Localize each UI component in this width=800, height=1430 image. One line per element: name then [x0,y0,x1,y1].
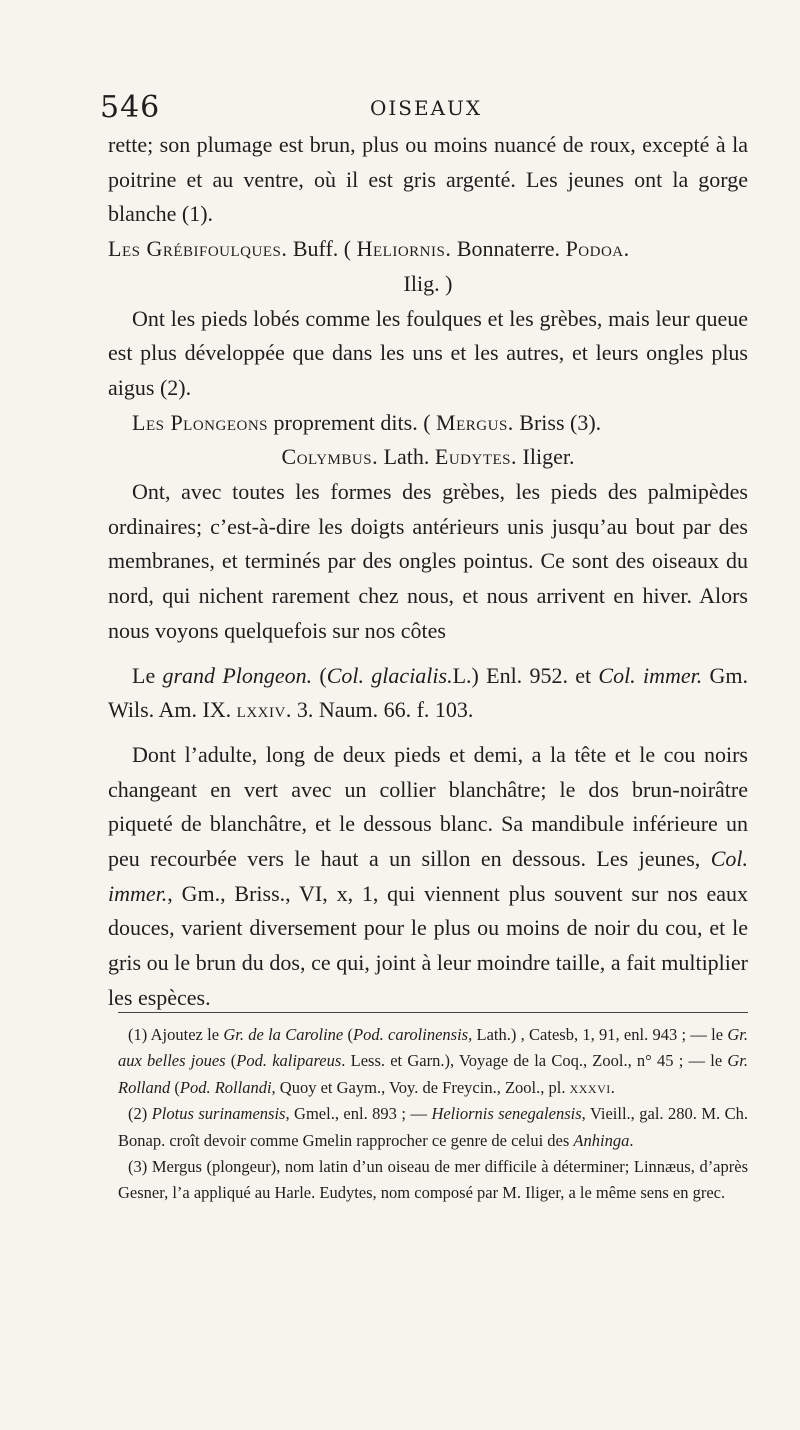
footnote-1 [118,1022,748,1101]
entry-text: . 3. Naum. 66. f. 103. [285,697,474,723]
note-text: ( [225,1051,237,1071]
running-title: OISEAUX [370,96,483,120]
plate-numeral: lxxiv [236,697,286,723]
note-italic: Heliornis senegalensis [431,1104,582,1124]
genus-heading-plongeons-line2 [108,440,748,475]
heading-text: Iliger. [517,444,575,470]
footnotes [118,1022,748,1207]
note-text: (1) Ajoutez le [128,1025,224,1044]
note-italic: Gr. de la Caroline [223,1025,344,1044]
description-text: , Gm., Briss., VI, x, 1, qui viennent plus souvent sur nos eaux douces, varient diversement pour le plus ou moins de noir du cou, et le gris ou le brun du dos, ce qui, joint à leur moindre taille, a fait multiplier les espèces. [108,880,748,1010]
note-text: Lath.) , Catesb, 1, 91, enl. 943 ; — le [472,1025,728,1044]
genus-name: Les Grébifoulques. [108,236,288,262]
latin-name: Col. immer. [108,846,748,906]
note-text: . Less. et Garn.), Voyage de la Coq., Zool., n° 45 ; — le [341,1051,728,1071]
entry-text: Le [132,662,163,688]
footnote-3: (3) Mergus (plongeur), nom latin d’un oiseau de mer difficile à déterminer; Linnæus, d’après Gesner, l’a appliqué au Harle. Eudytes, nom composé par M. Iliger, a le même sens en grec. [118,1157,748,1203]
note-smallcaps: xxxvi [569,1077,611,1097]
genus-name: Les Plongeons [132,409,269,435]
synonym-name: Eudytes. [434,444,518,470]
note-text: (2) [128,1104,152,1124]
paragraph-grebifoulques: Ont les pieds lobés comme les foulques et les grèbes, mais leur queue est plus développée que dans les uns et les autres, et leurs ongles plus aigus (2). [108,305,748,400]
footnote-2 [118,1101,748,1154]
description-text: Dont l’adulte, long de deux pieds et demi, a la tête et le cou noirs changeant en vert avec un collier blanchâtre; le dos brun-noirâtre piqueté de blanchâtre, et le dessous blanc. Sa mandibule inférieure un peu recourbée vers le haut a un sillon en dessous. Les jeunes, [108,741,748,872]
latin-name: Col. immer. [598,662,703,688]
note-italic: Pod. carolinensis, [353,1025,473,1044]
note-text: ( [170,1077,180,1097]
note-italic: Plotus surinamensis [151,1104,286,1124]
synonym-name: Heliornis. [356,236,452,262]
heading-text: Briss (3). [513,409,602,435]
page-number: 546 [100,90,161,125]
note-italic: Pod. Rollandi [179,1077,272,1097]
footnote-divider [118,1012,748,1013]
note-text: . [610,1077,615,1097]
genus-heading-plongeons [108,406,748,441]
note-text: ( [343,1025,354,1044]
synonym-name: Mergus. [436,409,514,435]
entry-text: Gm. Wils. Am. IX. [108,662,749,723]
note-italic: Pod. kalipareus [236,1051,342,1071]
note-italic: Gr. Rolland [118,1051,749,1097]
paragraph-description [108,738,748,1016]
note-italic: Gr. aux belles joues [118,1025,748,1071]
note-text: , Quoy et Gaym., Voy. de Freycin., Zool., pl. [271,1077,570,1097]
synonym-name: Podoa. [565,236,630,262]
species-name: grand Plongeon. [162,662,313,688]
latin-name: Col. glacialis. [326,662,453,688]
genus-heading-line2: Ilig. ) [403,270,453,296]
note-italic: Anhinga [573,1130,630,1150]
note-text: , Gmel., enl. 893 ; — [285,1104,432,1124]
paragraph-continuation: rette; son plumage est brun, plus ou moins nuancé de roux, excepté à la poitrine et au ventre, où il est gris argenté. Les jeunes ont la gorge blanche (1). [108,132,748,227]
entry-text: L.) Enl. 952. et [452,662,599,688]
synonym-name: Colymbus. [281,444,379,470]
heading-text: Bonnaterre. [451,236,566,262]
heading-text: proprement dits. ( [268,409,437,435]
species-entry-grand-plongeon [108,659,748,728]
note-text: , Vieill., gal. 280. M. Ch. Bonap. croît devoir comme Gmelin rapprocher ce genre de celui des [118,1104,749,1150]
heading-text: Lath. [378,444,435,470]
note-text: . [629,1130,634,1150]
heading-text: Buff. ( [287,236,357,262]
main-text [108,128,748,1016]
genus-heading-grebifoulques [108,232,748,267]
entry-text: ( [312,662,327,688]
paragraph-plongeons: Ont, avec toutes les formes des grèbes, les pieds des palmipèdes ordinaires; c’est-à-dire les doigts antérieurs unis jusqu’au bout par des membranes, et terminés par des ongles pointus. Ce sont des oiseaux du nord, qui nichent rarement chez nous, et nous arrivent en hiver. Alors nous voyons quelquefois sur nos côtes [108,479,748,643]
